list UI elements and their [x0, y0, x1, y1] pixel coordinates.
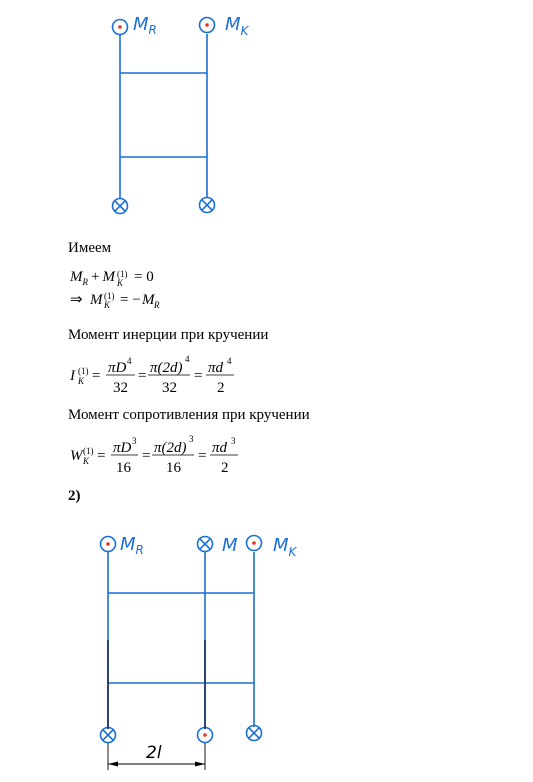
svg-text:R: R: [154, 300, 160, 310]
svg-text:π(2d): π(2d): [150, 360, 183, 376]
label-mk: $M_K$: [225, 14, 249, 38]
svg-text:M: M: [90, 292, 103, 308]
svg-text:2: 2: [217, 380, 225, 396]
svg-text:= −: = −: [120, 292, 141, 308]
label-mk-2: $M_K$: [273, 535, 297, 559]
moment-in-icon-right: [200, 198, 215, 213]
svg-text:4: 4: [185, 354, 190, 364]
svg-text:16: 16: [166, 460, 181, 476]
svg-text:3: 3: [231, 436, 236, 446]
label-mr: $M_R$: [133, 14, 157, 37]
diagram-2: [0, 520, 533, 782]
svg-text:πd: πd: [208, 360, 224, 376]
svg-text:K: K: [78, 376, 85, 386]
section-2-number: 2): [68, 488, 81, 504]
svg-text:3: 3: [189, 434, 194, 444]
label-mr-2: $M_R$: [120, 534, 144, 557]
svg-text:32: 32: [113, 380, 128, 396]
svg-text:K: K: [117, 278, 124, 288]
svg-text:(1): (1): [117, 269, 128, 279]
svg-text:=: =: [97, 448, 106, 464]
svg-text:4: 4: [127, 356, 132, 366]
svg-text:=: =: [198, 448, 207, 464]
svg-text:2: 2: [221, 460, 229, 476]
moment-in-icon-right-bottom: [247, 726, 262, 741]
svg-text:K: K: [104, 300, 111, 310]
svg-text:4: 4: [227, 356, 232, 366]
text-have: Имеем: [68, 240, 112, 256]
svg-text:(1): (1): [104, 291, 115, 301]
svg-text:⇒: ⇒: [70, 292, 83, 308]
svg-text:W: W: [70, 448, 83, 464]
formula-inertia: [0, 350, 533, 400]
svg-text:(1): (1): [78, 366, 89, 376]
moment-in-icon-mid: [198, 537, 213, 552]
moment-in-icon-left-bottom: [101, 728, 116, 743]
svg-text:=: =: [194, 368, 203, 384]
svg-text:K: K: [83, 456, 90, 466]
diagram-1: [0, 0, 533, 230]
svg-text:16: 16: [116, 460, 131, 476]
formula-resistance: [0, 430, 533, 480]
svg-text:πD: πD: [113, 440, 132, 456]
svg-text:π(2d): π(2d): [154, 440, 187, 456]
svg-text:MR+M: $M_R + M$: [70, 269, 115, 287]
svg-text:πD: πD: [108, 360, 127, 376]
svg-text:32: 32: [162, 380, 177, 396]
dimension-label: 2l: [146, 743, 162, 763]
moment-in-icon-left: [113, 199, 128, 214]
text-moment-resistance: Момент сопротивления при кручении: [68, 407, 310, 423]
svg-text:=: =: [92, 368, 101, 384]
svg-text:=: =: [142, 448, 151, 464]
svg-text:=: =: [138, 368, 147, 384]
svg-text:M: M: [142, 292, 155, 308]
svg-text:πd: πd: [212, 440, 228, 456]
svg-text:I: I: [70, 368, 75, 384]
svg-text:= 0: = 0: [134, 269, 154, 285]
svg-text:3: 3: [132, 436, 137, 446]
svg-text:(1): (1): [83, 446, 94, 456]
label-m-2: M: [222, 535, 238, 556]
formula-equilibrium: [0, 262, 533, 312]
text-moment-inertia: Момент инерции при кручении: [68, 327, 269, 343]
